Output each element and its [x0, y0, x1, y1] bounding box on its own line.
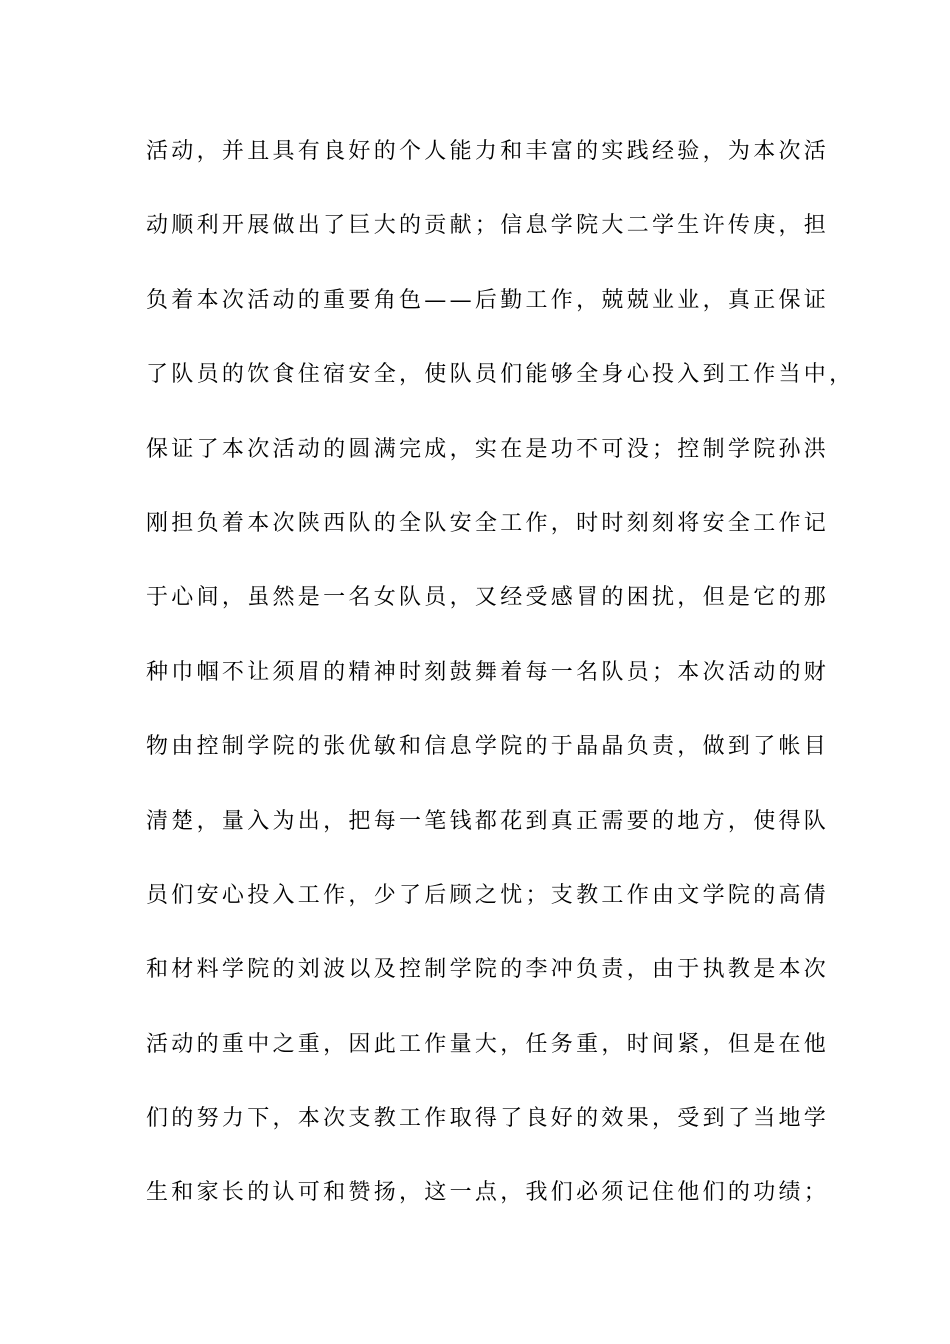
text-line: 保证了本次活动的圆满完成，实在是功不可没；控制学院孙洪 — [146, 436, 830, 462]
text-line: 清楚，量入为出，把每一笔钱都花到真正需要的地方，使得队 — [146, 808, 830, 834]
text-line: 员们安心投入工作，少了后顾之忧；支教工作由文学院的高倩 — [146, 882, 830, 908]
body-text — [146, 130, 855, 1246]
text-line: 种巾帼不让须眉的精神时刻鼓舞着每一名队员；本次活动的财 — [146, 659, 830, 685]
text-line: 于心间，虽然是一名女队员，又经受感冒的困扰，但是它的那 — [146, 585, 830, 611]
text-line: 和材料学院的刘波以及控制学院的李冲负责，由于执教是本次 — [146, 957, 830, 983]
text-line: 动顺利开展做出了巨大的贡献；信息学院大二学生许传庚，担 — [146, 213, 830, 239]
text-line: 刚担负着本次陕西队的全队安全工作，时时刻刻将安全工作记 — [146, 510, 830, 536]
text-line: 生和家长的认可和赞扬，这一点，我们必须记住他们的功绩； — [146, 1180, 830, 1206]
text-line: 物由控制学院的张优敏和信息学院的于晶晶负责，做到了帐目 — [146, 734, 830, 760]
text-line: 活动，并且具有良好的个人能力和丰富的实践经验，为本次活 — [146, 139, 830, 164]
text-line: 活动的重中之重，因此工作量大，任务重，时间紧，但是在他 — [146, 1031, 830, 1057]
text-line: 们的努力下，本次支教工作取得了良好的效果，受到了当地学 — [146, 1106, 830, 1132]
text-line: 了队员的饮食住宿安全，使队员们能够全身心投入到工作当中， — [146, 362, 855, 388]
text-line: 负着本次活动的重要角色——后勤工作，兢兢业业，真正保证 — [146, 287, 830, 313]
